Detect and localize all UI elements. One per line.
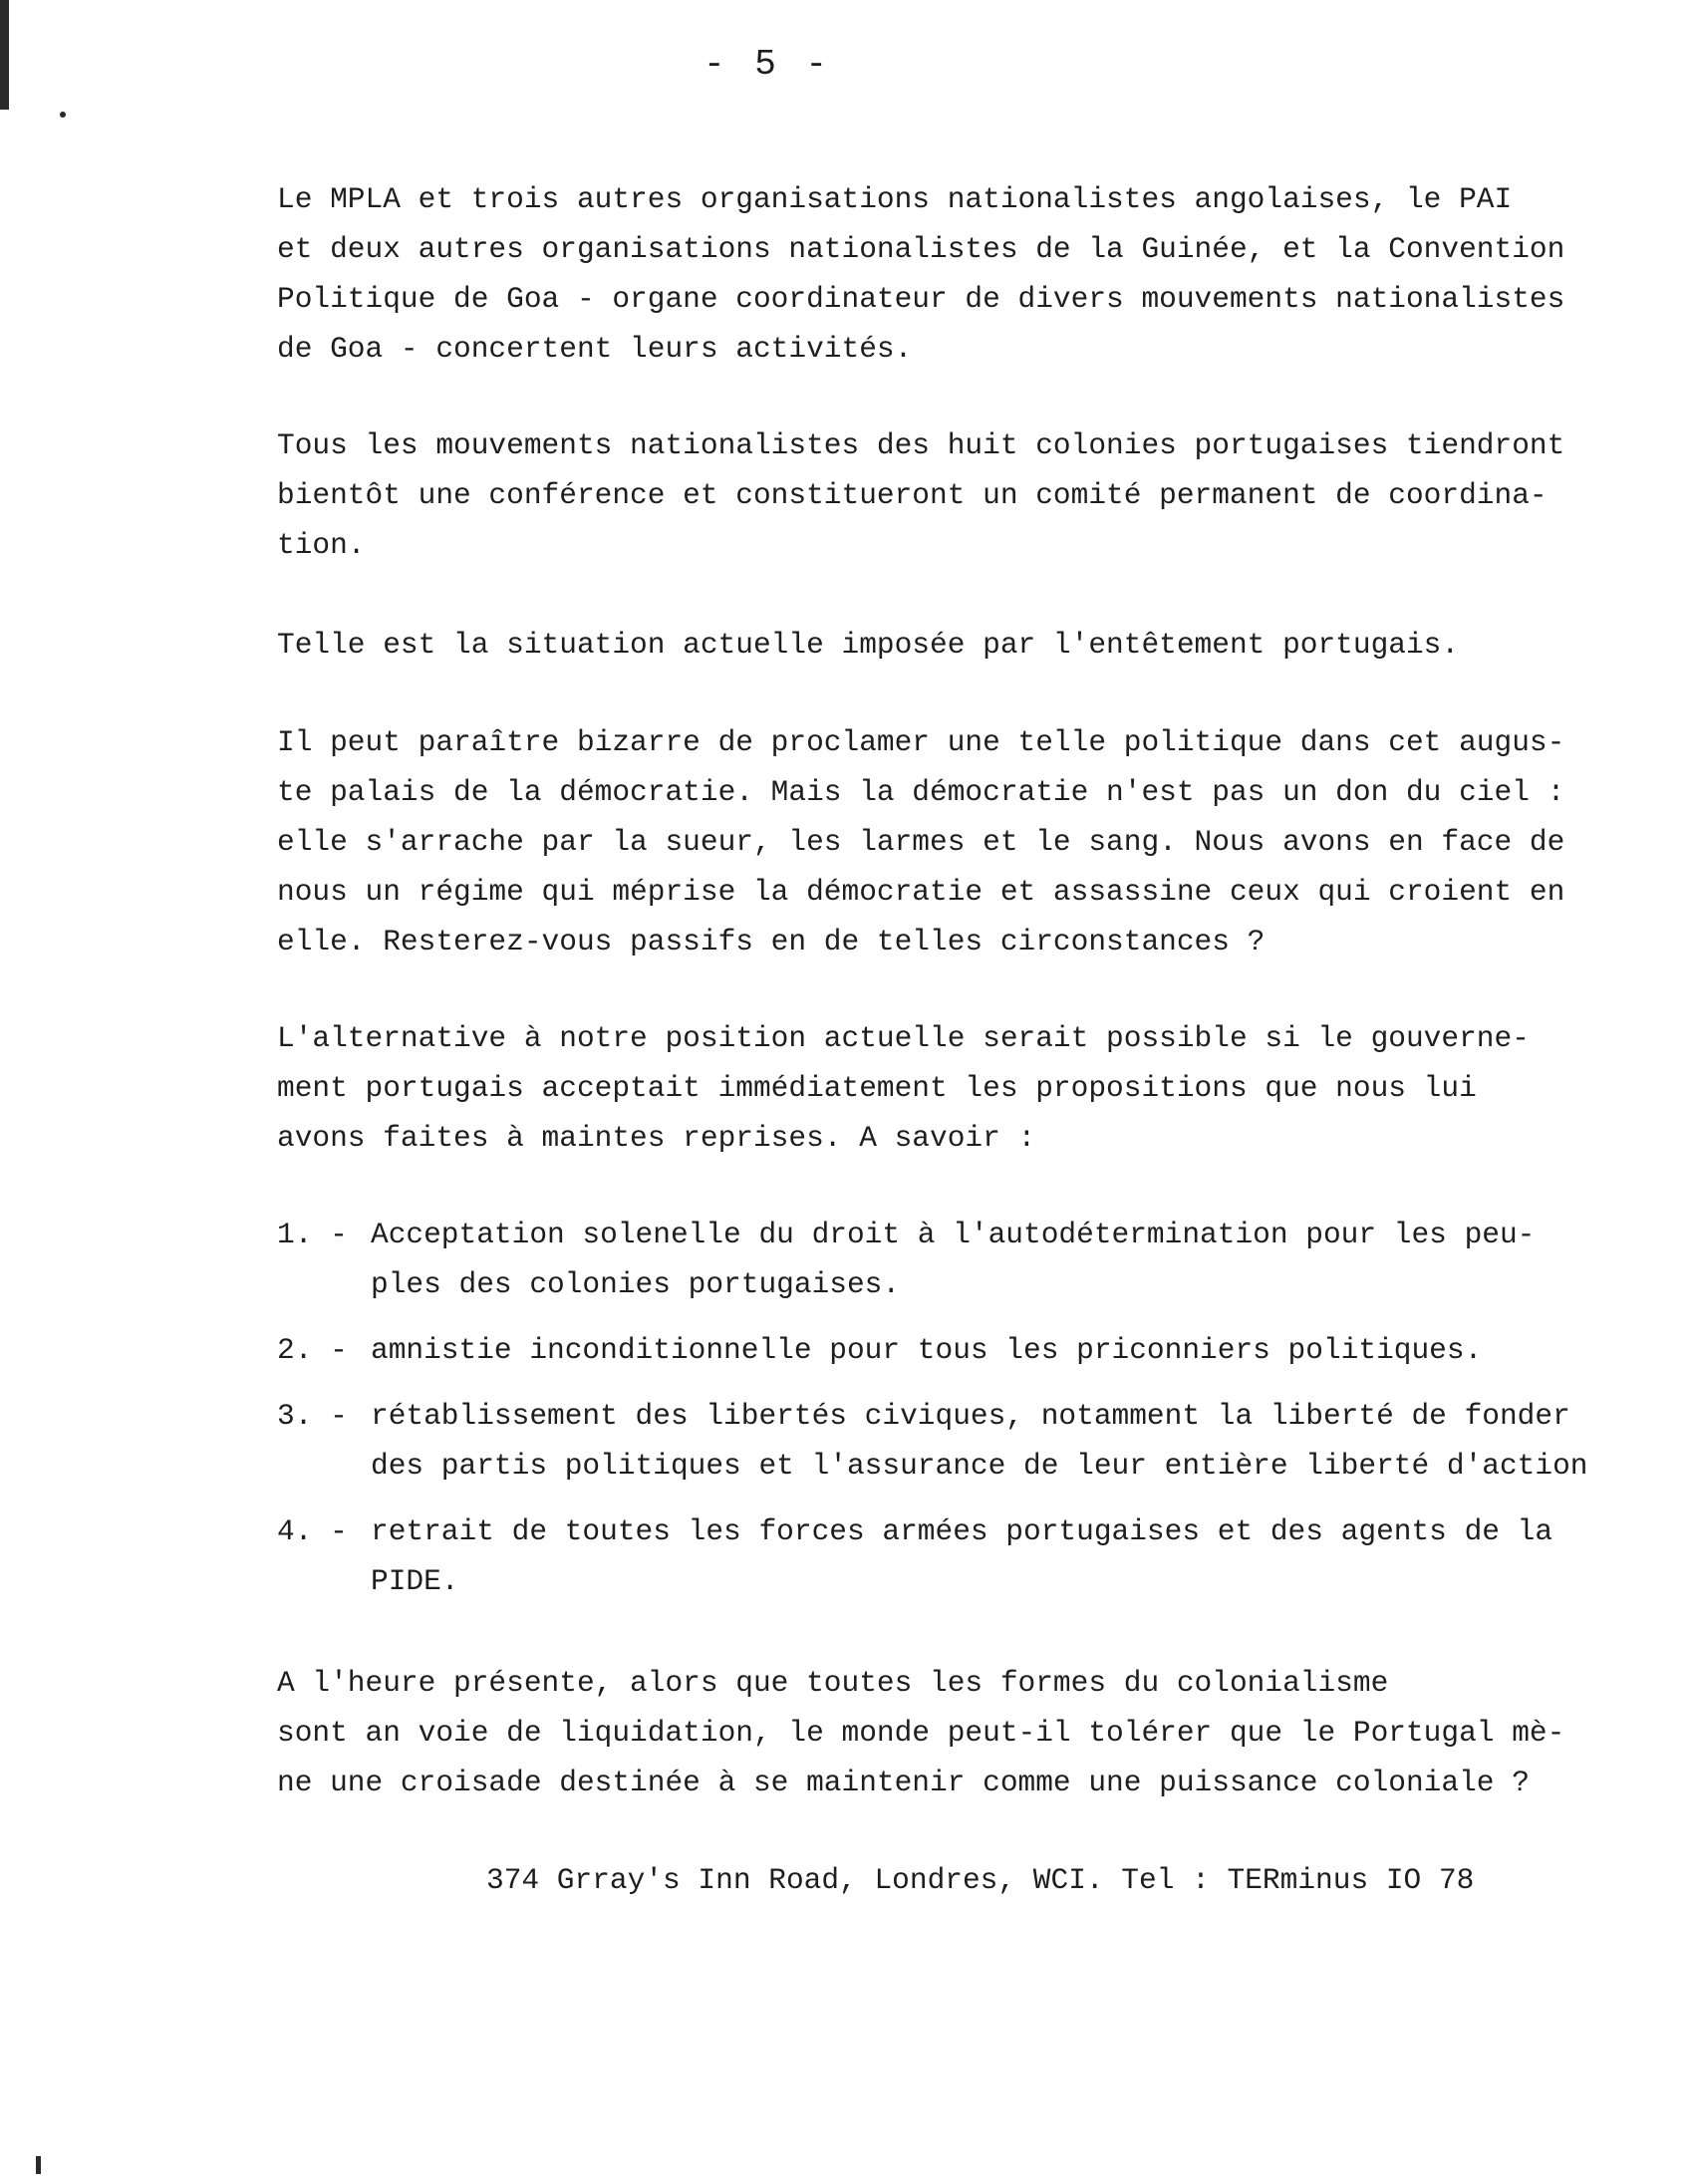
text-line: ples des colonies portugaises. [371, 1267, 901, 1301]
text-line: bientôt une conférence et constitueront un comité permanent de coordina- [277, 478, 1548, 512]
paragraph [277, 1013, 1642, 1163]
text-line: elle. Resterez-vous passifs en de telles circonstances ? [277, 925, 1266, 958]
text-line: A l'heure présente, alors que toutes les formes du colonialisme [277, 1666, 1389, 1700]
text-line: sont an voie de liquidation, le monde peut-il tolérer que le Portugal mè- [277, 1716, 1565, 1750]
page-number: - 5 - [704, 44, 832, 85]
paragraph [277, 174, 1642, 374]
text-line: Politique de Goa - organe coordinateur de divers mouvements nationalistes [277, 282, 1565, 316]
list-number: 4. - [277, 1514, 348, 1548]
address-footer: 374 Grray's Inn Road, Londres, WCI. Tel : TERminus IO 78 [486, 1863, 1475, 1897]
text-line: nous un régime qui méprise la démocratie et assassine ceux qui croient en [277, 875, 1565, 909]
text-line: de Goa - concertent leurs activités. [277, 332, 913, 366]
text-line: te palais de la démocratie. Mais la démocratie n'est pas un don du ciel : [277, 775, 1565, 809]
list-number: 2. - [277, 1333, 348, 1367]
scan-edge-mark [0, 0, 9, 110]
text-line: des partis politiques et l'assurance de leur entière liberté d'action [371, 1449, 1588, 1483]
closing-paragraph [277, 1658, 1642, 1807]
text-line: ne une croisade destinée à se maintenir comme une puissance coloniale ? [277, 1766, 1530, 1799]
text-line: Le MPLA et trois autres organisations nationalistes angolaises, le PAI [277, 182, 1513, 216]
text-line: amnistie inconditionnelle pour tous les priconniers politiques. [371, 1333, 1483, 1367]
list-number: 1. - [277, 1218, 348, 1251]
text-line: L'alternative à notre position actuelle serait possible si le gouverne- [277, 1021, 1530, 1055]
text-line: avons faites à maintes reprises. A savoir : [277, 1121, 1036, 1155]
text-line: Tous les mouvements nationalistes des huit colonies portugaises tiendront [277, 428, 1565, 462]
text-line: tion. [277, 528, 366, 562]
paragraph [277, 620, 1642, 670]
scan-speck [36, 2156, 41, 2174]
list-number: 3. - [277, 1399, 348, 1433]
text-line: Telle est la situation actuelle imposée par l'entêtement portugais. [277, 628, 1460, 662]
text-line: elle s'arrache par la sueur, les larmes et le sang. Nous avons en face de [277, 825, 1565, 859]
text-line: Acceptation solenelle du droit à l'autodétermination pour les peu- [371, 1218, 1536, 1251]
text-line: rétablissement des libertés civiques, notamment la liberté de fonder [371, 1399, 1570, 1433]
paragraph [277, 717, 1642, 966]
paragraph [277, 420, 1642, 570]
text-line: Il peut paraître bizarre de proclamer une telle politique dans cet augus- [277, 725, 1565, 759]
scan-speck [60, 112, 66, 118]
text-line: ment portugais acceptait immédiatement les propositions que nous lui [277, 1071, 1477, 1105]
text-line: retrait de toutes les forces armées portugaises et des agents de la [371, 1514, 1553, 1548]
text-line: PIDE. [371, 1564, 459, 1598]
text-line: et deux autres organisations nationalistes de la Guinée, et la Convention [277, 232, 1565, 266]
